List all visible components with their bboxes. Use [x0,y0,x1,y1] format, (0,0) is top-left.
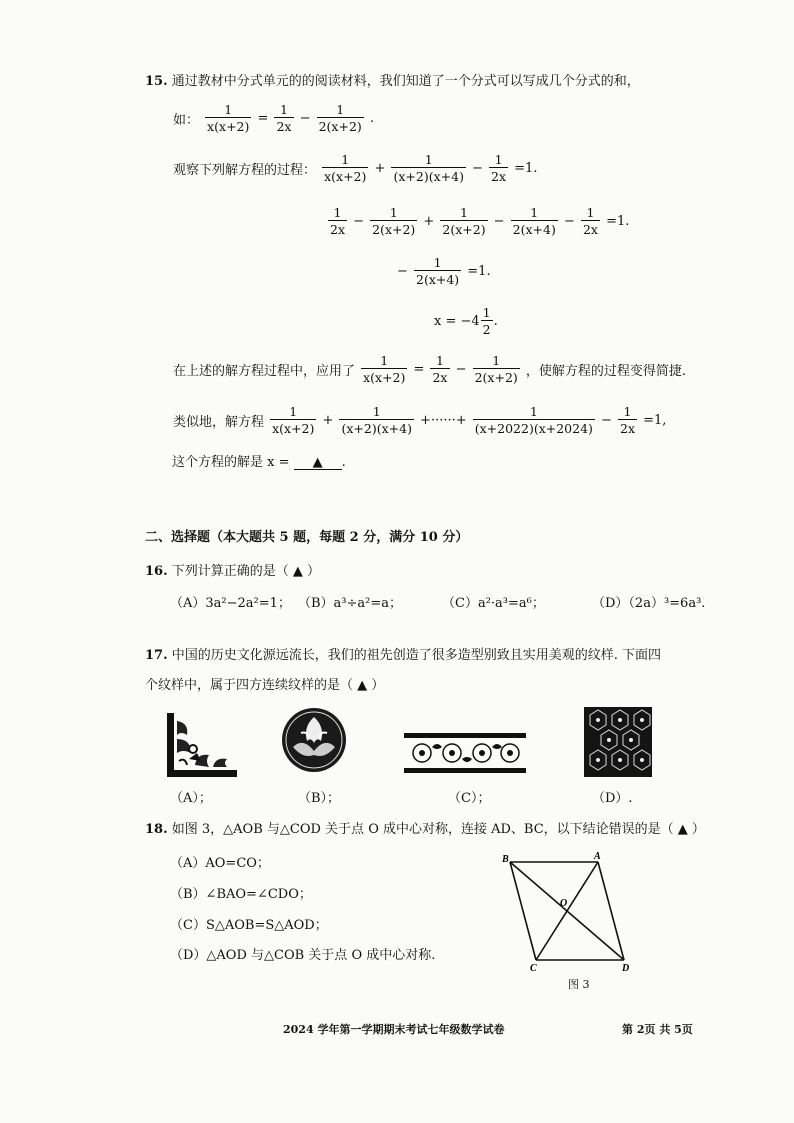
pattern-label-c[interactable]: （C）； [448,791,491,806]
label-b: B [502,854,509,865]
question-intro: 通过教材中分式单元的的阅读材料，我们知道了一个分式可以写成几个分式的和， [171,74,640,89]
question-stem: 下列计算正确的是（ ▲ ） [171,564,321,579]
option-c[interactable]: （C）S△AOB=S△AOD； [170,918,328,933]
pattern-label-a[interactable]: （A）； [170,791,212,806]
answer-line: 这个方程的解是 x = ▲ . [172,455,346,470]
apply-line: 在上述的解方程过程中，应用了 $\frac{1}{x(x+2)}$ = $\frac{1}{2x}$ − $\frac{1}{2(x+2)}$ ，使解方程的过程变得简捷. [173,353,687,385]
pattern-b-circular-medallion[interactable] [281,707,347,773]
pattern-c-floral-border[interactable] [404,733,526,773]
figure-3-parallelogram [498,850,640,976]
segment-cb [510,862,536,960]
option-a[interactable]: （A）3a²−2a²=1； [170,596,291,611]
label-a: A [594,851,601,862]
option-b[interactable]: （B）a³÷a²=a； [298,596,403,611]
option-d[interactable]: （D）△AOD 与△COB 关于点 O 成中心对称. [170,948,436,963]
label-d: D [622,963,630,974]
segment-ac [536,862,598,960]
option-b[interactable]: （B）∠BAO=∠CDO； [170,887,312,902]
question-number: 15. [145,74,168,89]
question-stem-line2: 个纹样中，属于四方连续纹样的是（ ▲ ） [145,678,385,693]
solution-line-1: 观察下列解方程的过程： $\frac{1}{x(x+2)}$ + $\frac{1}{(x+2)(x+4)}$ − $\frac{1}{2x}$ =1. [173,152,538,184]
pattern-label-b[interactable]: （B）； [298,791,341,806]
pattern-a-corner-ornament[interactable] [167,713,237,777]
question-number: 16. [145,564,168,579]
section-title: 二、选择题（本大题共 5 题，每题 2 分，满分 10 分） [145,530,469,545]
solution-line-3: − $\frac{1}{2(x+4)}$ =1. [397,255,491,287]
page-number: 第 2页 共 5页 [622,1023,693,1036]
footer-title: 2024 学年第一学期期末考试七年级数学试卷 [283,1023,505,1036]
figure-caption: 图 3 [568,978,590,991]
example-equation: 如： $\frac{1}{x(x+2)}$ = $\frac{1}{2x}$ − $\frac{1}{2(x+2)}$ . [173,102,375,134]
segment-ad [598,862,624,960]
question-stem: 如图 3，△AOB 与△COD 关于点 O 成中心对称，连接 AD、BC，以下结论错误的是（ ▲ ） [171,822,705,837]
question-number: 18. [145,822,168,837]
option-c[interactable]: （C）a²·a³=a⁶； [442,596,545,611]
pattern-d-hexagon-tile[interactable] [584,707,652,777]
question-number: 17. [145,648,168,663]
solution-line-4: x = −4 $\frac{1}{2}$ . [434,305,498,337]
label-c: C [530,963,537,974]
label-o: O [560,898,568,909]
option-a[interactable]: （A）AO=CO； [170,856,270,871]
pattern-label-d[interactable]: （D）. [592,791,633,806]
similar-equation: 类似地，解方程 $\frac{1}{x(x+2)}$ + $\frac{1}{(x+2)(x+4)}$ +······+ $\frac{1}{(x+2022)(x+2024)}$ − $\frac{1}{2x}$ =1, [173,404,667,436]
option-d[interactable]: （D）（2a）³=6a³. [592,596,706,611]
solution-line-2: $\frac{1}{2x}$ − $\frac{1}{2(x+2)}$ + $\frac{1}{2(x+2)}$ − $\frac{1}{2(x+4)}$ − $\frac{1}{2x}$ =1. [330,205,630,237]
question-stem-line1: 中国的历史文化源远流长，我们的祖先创造了很多造型别致且实用美观的纹样. 下面四 [171,648,662,663]
answer-blank[interactable]: ▲ [294,456,342,470]
